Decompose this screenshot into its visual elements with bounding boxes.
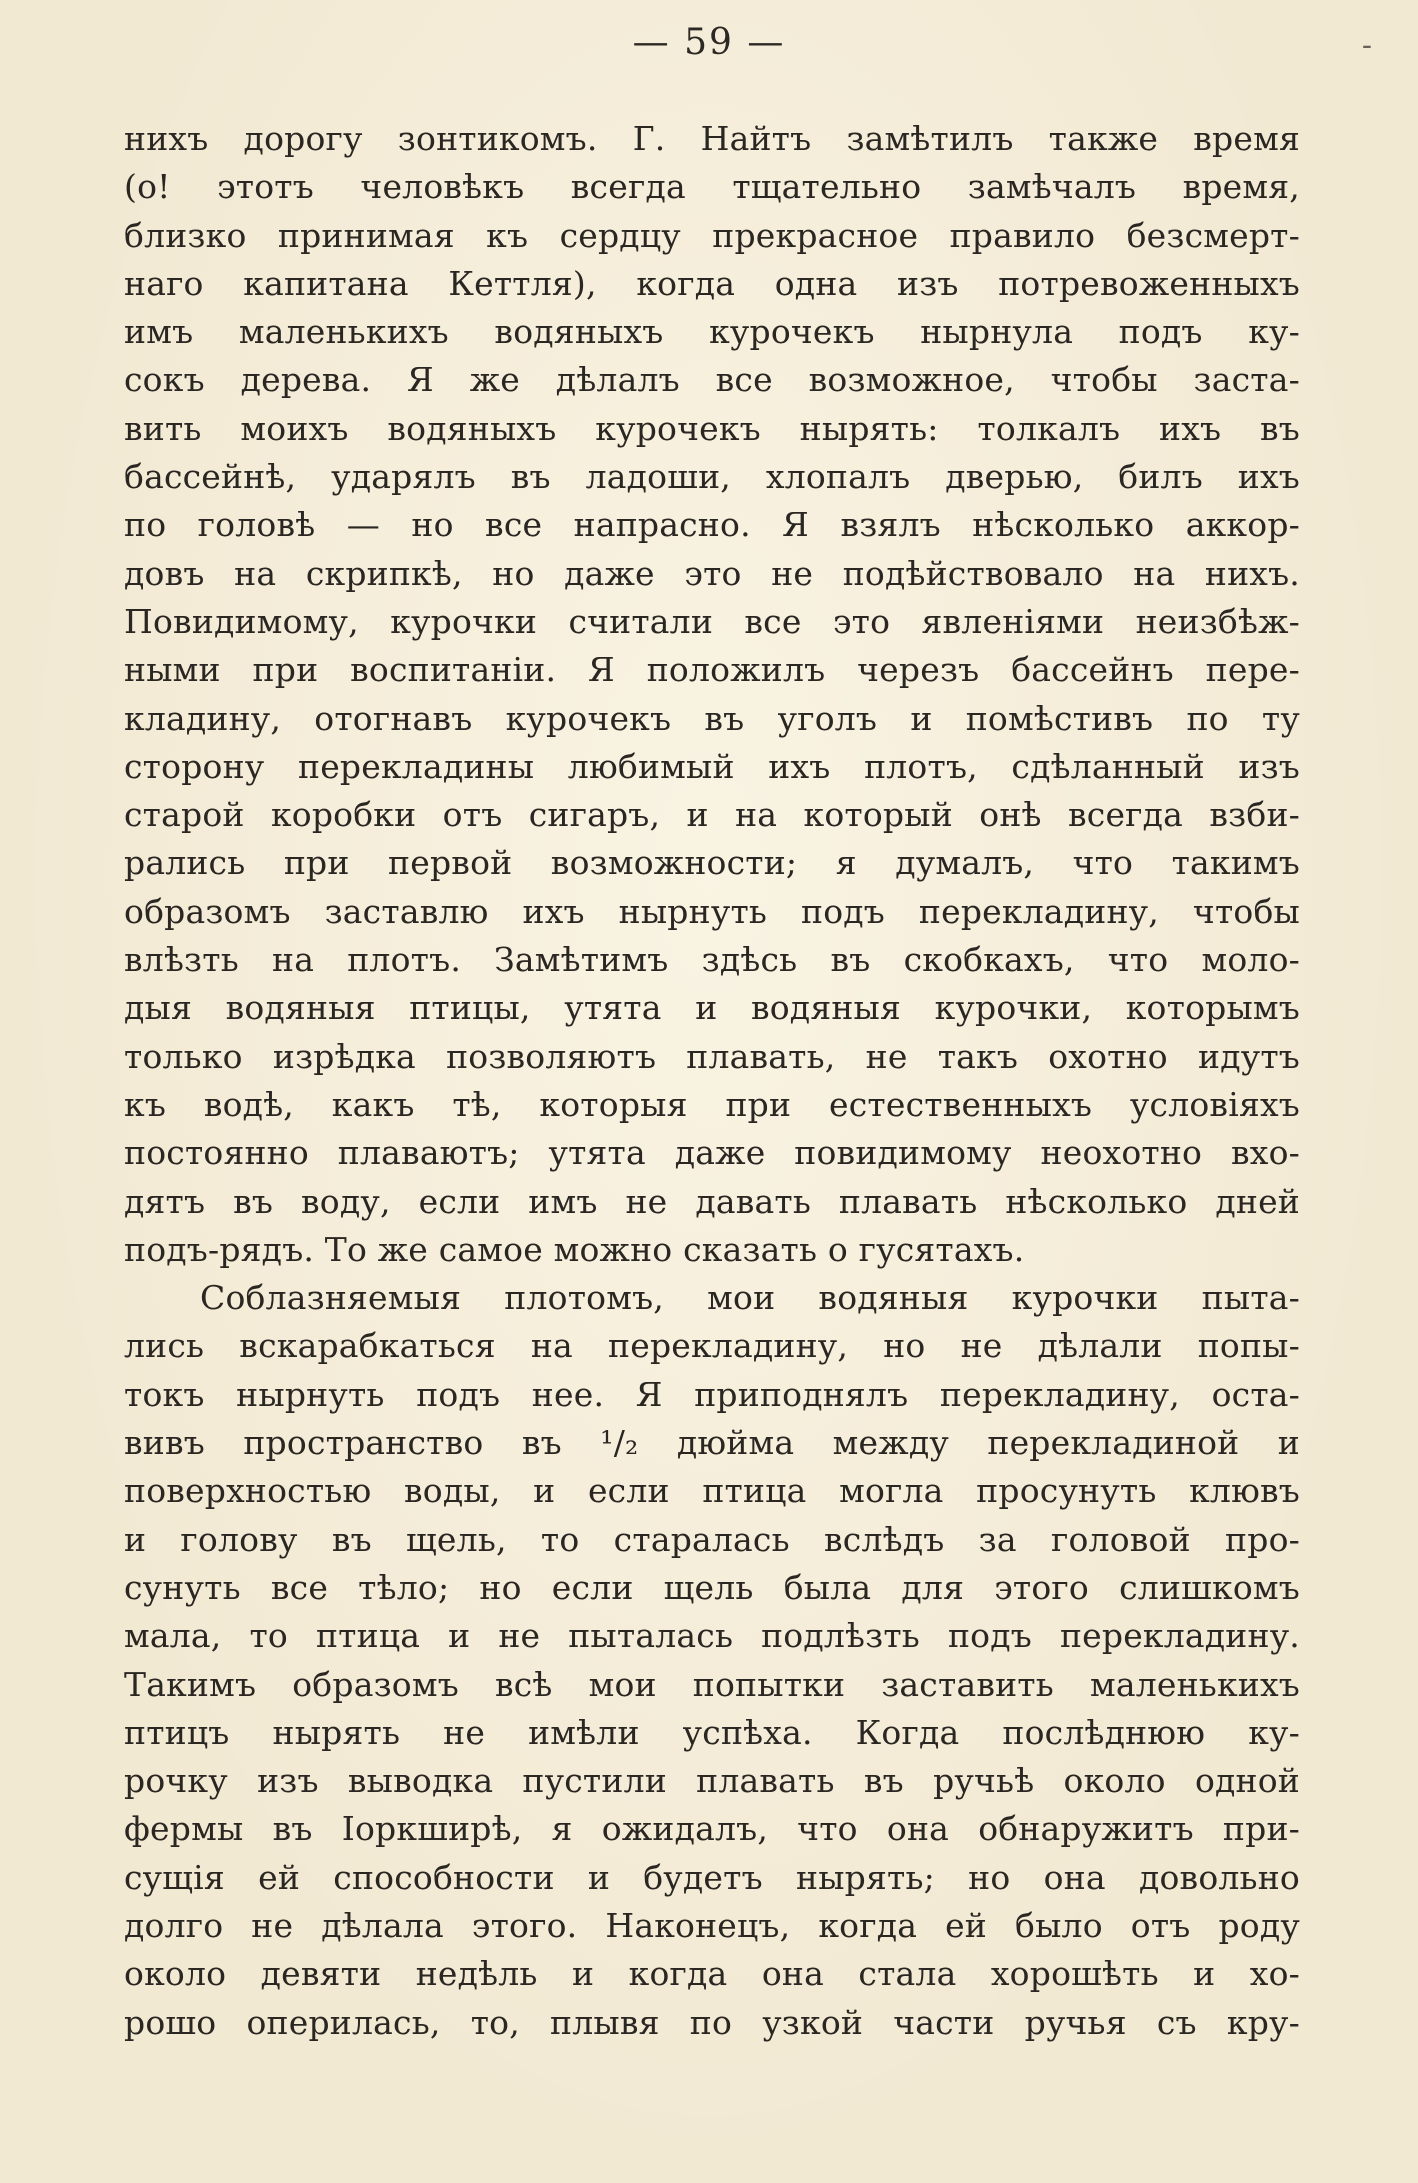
text-line: сторону перекладины любимый ихъ плотъ, сдѣланный изъ — [124, 746, 1300, 786]
text-line: дыя водяныя птицы, утята и водяныя курочки, которымъ — [124, 988, 1300, 1028]
text-line: Такимъ образомъ всѣ мои попытки заставить маленькихъ — [124, 1664, 1300, 1704]
text-line: образомъ заставлю ихъ нырнуть подъ перекладину, чтобы — [124, 891, 1300, 931]
text-line: влѣзть на плотъ. Замѣтимъ здѣсь въ скобкахъ, что моло- — [124, 940, 1300, 980]
text-line: около девяти недѣль и когда она стала хорошѣть и хо- — [124, 1954, 1300, 1994]
text-line: вить моихъ водяныхъ курочекъ нырять: толкалъ ихъ въ — [124, 408, 1300, 448]
text-line: постоянно плаваютъ; утята даже повидимому неохотно вхо- — [124, 1133, 1300, 1173]
text-line: близко принимая къ сердцу прекрасное правило безсмерт- — [124, 215, 1300, 255]
text-line: дятъ въ воду, если имъ не давать плавать нѣсколько дней — [124, 1181, 1300, 1221]
body-text — [124, 115, 1300, 2047]
text-line: старой коробки отъ сигаръ, и на который онѣ всегда взби- — [124, 795, 1300, 835]
text-line: птицъ нырять не имѣли успѣха. Когда послѣднюю ку- — [124, 1712, 1300, 1752]
text-line: мала, то птица и не пыталась подлѣзть подъ перекладину. — [124, 1616, 1300, 1656]
text-line: имъ маленькихъ водяныхъ курочекъ нырнула подъ ку- — [124, 312, 1300, 352]
text-line: подъ-рядъ. То же самое можно сказать о гусятахъ. — [124, 1229, 1025, 1269]
paragraph-2 — [124, 1274, 1300, 2047]
text-line: долго не дѣлала этого. Наконецъ, когда ей было отъ роду — [124, 1905, 1300, 1945]
text-line: по головѣ — но все напрасно. Я взялъ нѣсколько аккор- — [124, 505, 1300, 545]
text-line: лись вскарабкаться на перекладину, но не дѣлали попы- — [124, 1326, 1300, 1366]
text-line: только изрѣдка позволяютъ плавать, не такъ охотно идутъ — [124, 1036, 1300, 1076]
text-line: сунуть все тѣло; но если щель была для этого слишкомъ — [124, 1567, 1300, 1607]
text-line: токъ нырнуть подъ нее. Я приподнялъ перекладину, оста- — [124, 1374, 1300, 1414]
text-line: рались при первой возможности; я думалъ, что такимъ — [124, 843, 1300, 883]
text-line: фермы въ Іоркширѣ, я ожидалъ, что она обнаружитъ при- — [124, 1809, 1300, 1849]
text-line: и голову въ щель, то старалась вслѣдъ за головой про- — [124, 1519, 1300, 1559]
text-line: нихъ дорогу зонтикомъ. Г. Найтъ замѣтилъ также время — [124, 119, 1300, 158]
text-line: сокъ дерева. Я же дѣлалъ все возможное, чтобы заста- — [124, 360, 1300, 400]
text-line: наго капитана Кеттля), когда одна изъ потревоженныхъ — [124, 263, 1300, 303]
paragraph-1 — [124, 115, 1300, 1274]
text-line: поверхностью воды, и если птица могла просунуть клювъ — [124, 1471, 1300, 1511]
text-line: Соблазняемыя плотомъ, мои водяныя курочки пыта- — [200, 1278, 1300, 1318]
text-line: кладину, отогнавъ курочекъ въ уголъ и помѣстивъ по ту — [124, 698, 1300, 738]
text-line: бассейнѣ, ударялъ въ ладоши, хлопалъ дверью, билъ ихъ — [124, 457, 1300, 497]
text-line: сущія ей способности и будетъ нырять; но она довольно — [124, 1857, 1300, 1897]
text-line: вивъ пространство въ ¹/₂ дюйма между перекладиной и — [124, 1423, 1300, 1463]
text-line: рошо оперилась, то, плывя по узкой части ручья съ кру- — [124, 2002, 1300, 2042]
text-line: (о! этотъ человѣкъ всегда тщательно замѣчалъ время, — [124, 167, 1300, 207]
text-line: ными при воспитаніи. Я положилъ черезъ бассейнъ пере- — [124, 650, 1300, 690]
text-line: довъ на скрипкѣ, но даже это не подѣйствовало на нихъ. — [124, 553, 1300, 593]
text-line: Повидимому, курочки считали все это явленіями неизбѣж- — [124, 601, 1300, 641]
margin-mark: - — [1361, 28, 1372, 63]
text-line: къ водѣ, какъ тѣ, которыя при естествeнныхъ условіяхъ — [124, 1084, 1300, 1124]
page-number: — 59 — — [632, 22, 786, 63]
text-line: рочку изъ выводка пустили плавать въ ручьѣ около одной — [124, 1761, 1300, 1801]
